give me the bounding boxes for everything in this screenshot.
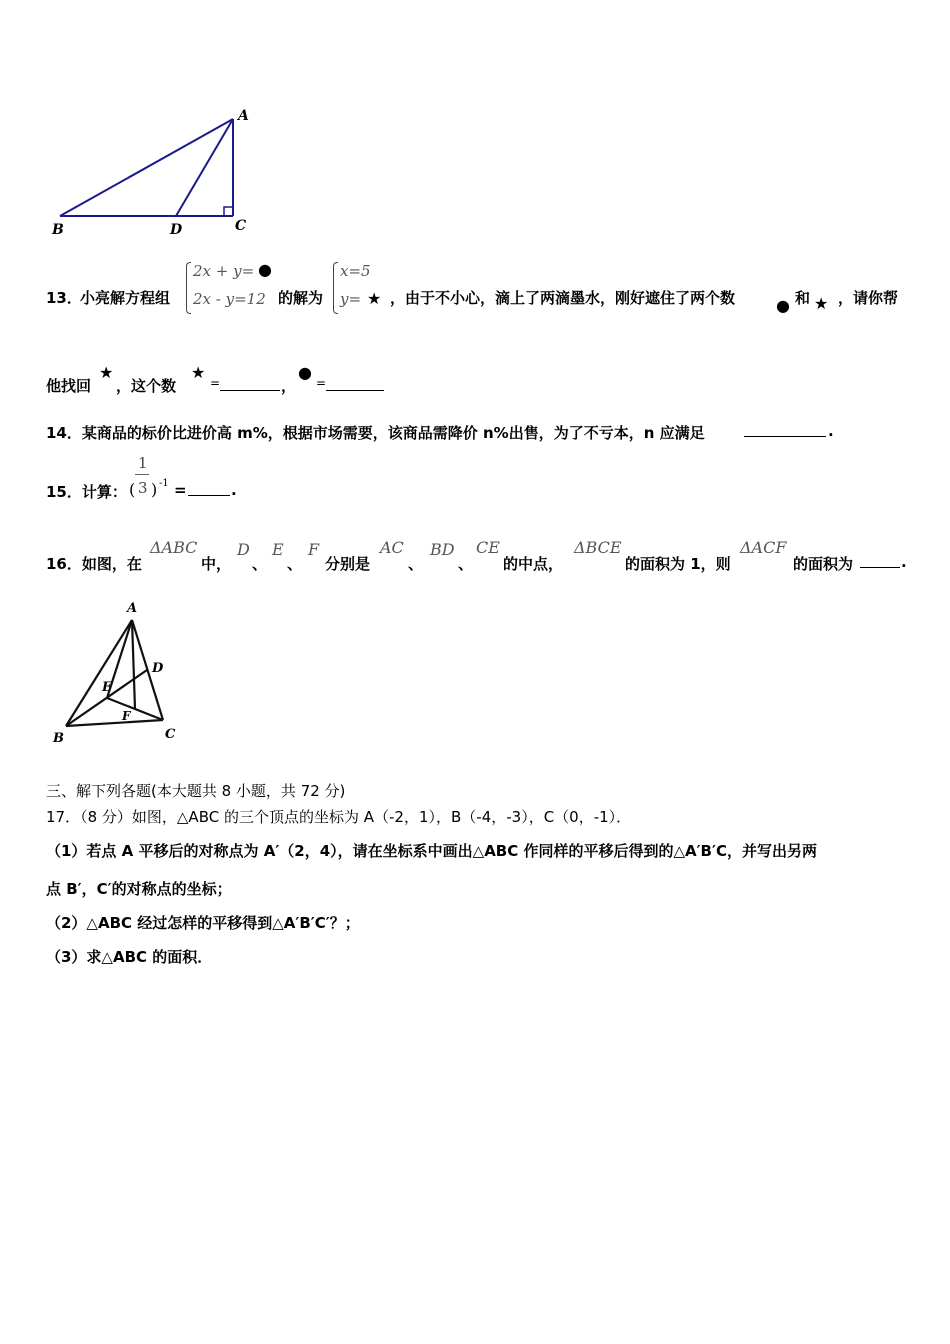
q15-prefix: 15．计算：: [46, 483, 127, 501]
q13-number: 13．: [46, 289, 82, 307]
segment-ad: [176, 119, 233, 216]
q16-ce: CE: [476, 538, 500, 557]
q15-rparen: ): [151, 480, 158, 499]
q16-tri-acf: ΔACF: [740, 538, 787, 557]
ink-circle-1: ●: [258, 260, 272, 279]
q13-eq-sign-1: =: [210, 376, 221, 390]
label-d: D: [170, 222, 183, 238]
q17-line2: （1）若点 A 平移后的对称点为 A′（2，4），请在坐标系中画出△ABC 作同样的平移后得到的△A′B′C，并写出另两: [46, 842, 817, 860]
label-a: A: [238, 108, 249, 124]
figure-triangle-def: [45, 598, 195, 748]
q13-prefix: 小亮解方程组: [80, 289, 171, 307]
label-f: F: [122, 709, 131, 723]
q13-eq2: 2x - y=12: [193, 290, 266, 308]
q16-sep1: 、: [252, 555, 268, 573]
q13-eq1: 2x + y=: [193, 262, 255, 280]
q16-area1: 的面积为 1，则: [625, 555, 731, 573]
ink-star-1: ★: [367, 289, 382, 308]
q13-line2-mid: ，这个数: [116, 377, 177, 395]
ink-circle-2: ●: [776, 296, 790, 315]
answer-blank-q14[interactable]: [744, 422, 826, 437]
segment-ab: [60, 119, 233, 216]
q15-lparen: (: [129, 480, 136, 499]
q16-bd: BD: [430, 540, 455, 559]
q16-tri-abc: ΔABC: [150, 538, 198, 557]
figure-triangle-abc-d: [40, 100, 270, 245]
q14-end: .: [828, 422, 834, 440]
q14-text: 14．某商品的标价比进价高 m%，根据市场需要，该商品需降价 n%出售，为了不亏本，n 应满足: [46, 424, 705, 442]
system-brace-1: [186, 262, 191, 314]
q16-sep2: 、: [287, 555, 303, 573]
fraction-bar: [135, 474, 149, 475]
system-brace-2: [333, 262, 338, 314]
q16-midpoint: 的中点，: [503, 555, 564, 573]
label-a: A: [127, 601, 138, 616]
answer-blank-circle[interactable]: [326, 376, 384, 391]
q16-prefix: 16．如图，在: [46, 555, 142, 573]
q17-line3: 点 B′，C′的对称点的坐标；: [46, 880, 232, 898]
q13-comma: ，: [281, 377, 297, 395]
label-b: B: [52, 222, 64, 238]
ink-star-3: ★: [99, 363, 114, 382]
label-d: D: [152, 661, 164, 676]
label-c: C: [165, 727, 176, 742]
segment-af: [132, 620, 135, 709]
label-b: B: [53, 731, 64, 746]
q13-eq-sign-2: =: [316, 376, 327, 390]
q13-mid: 的解为: [278, 289, 324, 307]
q16-sep3: 、: [408, 555, 424, 573]
q16-area2: 的面积为: [793, 555, 854, 573]
q15-power: -1: [159, 478, 169, 489]
right-angle-mark: [224, 207, 233, 216]
label-c: C: [235, 218, 247, 234]
q13-after: ，由于不小心，滴上了两滴墨水，刚好遮住了两个数: [390, 289, 736, 307]
answer-blank-star[interactable]: [220, 376, 280, 391]
section-3-title: 三、解下列各题(本大题共 8 小题，共 72 分): [46, 782, 346, 800]
ink-star-2: ★: [814, 294, 829, 313]
q16-sep4: 、: [458, 555, 474, 573]
q13-and: 和: [795, 289, 811, 307]
q13-tail: ，请你帮: [838, 289, 899, 307]
q15-numerator: 1: [138, 454, 148, 472]
q15-equals: =: [174, 481, 187, 499]
q16-zhong: 中，: [201, 555, 232, 573]
q16-tri-bce: ΔBCE: [574, 538, 622, 557]
q16-e: E: [272, 540, 284, 559]
q13-sol2: y=: [340, 290, 362, 308]
q16-end: .: [901, 553, 907, 571]
q17-line4: （2）△ABC 经过怎样的平移得到△A′B′C′？；: [46, 914, 360, 932]
q13-sol1: x=5: [340, 262, 371, 280]
q17-line5: （3）求△ABC 的面积．: [46, 948, 213, 966]
q15-end: .: [231, 481, 237, 499]
side-bc: [66, 720, 163, 726]
q15-denominator: 3: [138, 479, 148, 497]
q16-ac: AC: [380, 538, 404, 557]
q16-fen: 分别是: [325, 555, 371, 573]
ink-star-4: ★: [191, 363, 206, 382]
q16-f: F: [308, 540, 320, 559]
q17-line1: 17．（8 分）如图，△ABC 的三个顶点的坐标为 A（-2，1），B（-4，-3），C（0，-1）．: [46, 808, 632, 826]
ink-circle-3: ●: [298, 363, 312, 382]
answer-blank-q15[interactable]: [188, 481, 230, 496]
q13-line2-start: 他找回: [46, 377, 92, 395]
label-e: E: [102, 680, 112, 695]
answer-blank-q16[interactable]: [860, 553, 900, 568]
q16-d: D: [237, 540, 250, 559]
